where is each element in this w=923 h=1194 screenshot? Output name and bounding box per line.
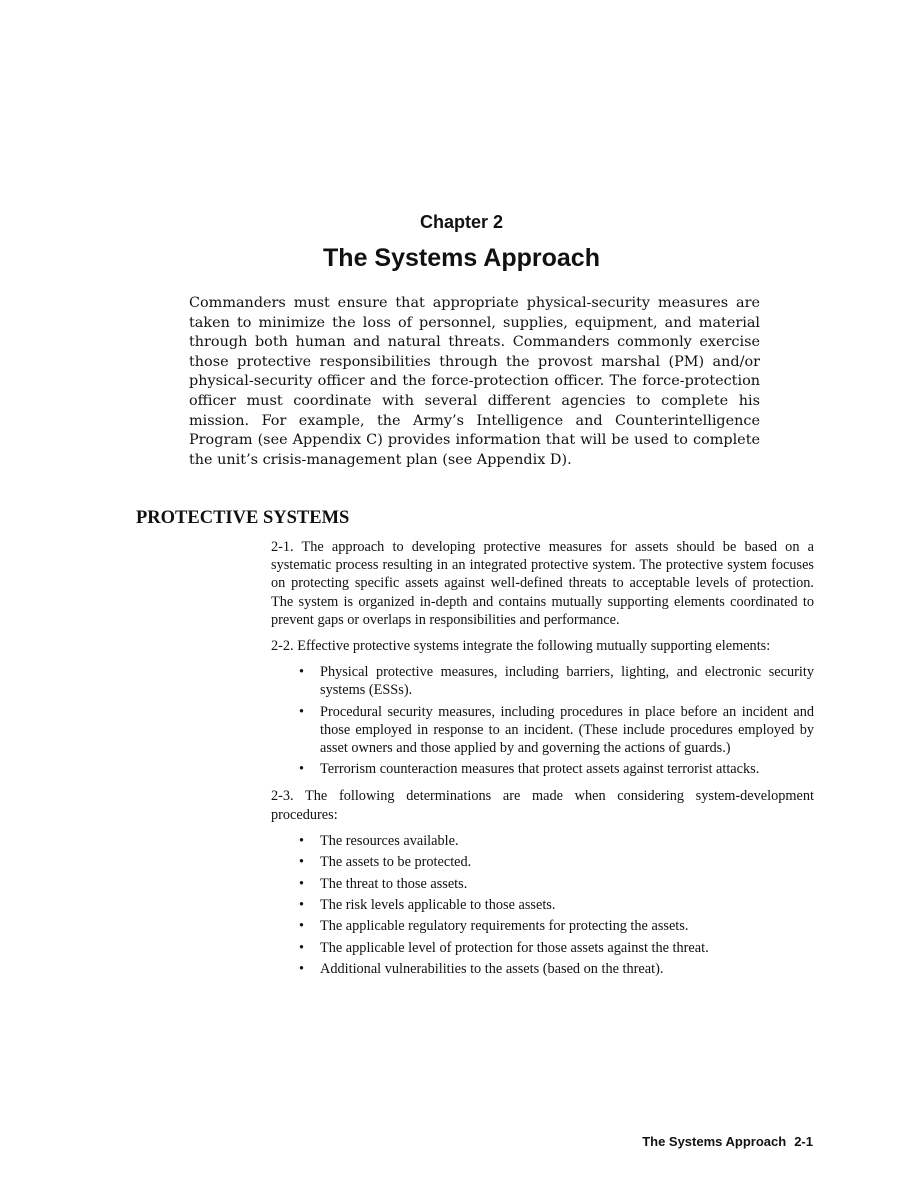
list-item: [271, 703, 814, 758]
bullet-icon: •: [299, 703, 305, 720]
footer-title: The Systems Approach: [642, 1134, 787, 1149]
bullet-icon: •: [299, 961, 305, 978]
list-item-text: The assets to be protected.: [320, 854, 472, 871]
page-number: 2-1: [794, 1134, 813, 1149]
bullet-icon: •: [299, 897, 305, 914]
bullet-icon: •: [299, 854, 305, 871]
list-item-text: Procedural security measures, including procedures in place before an incident and those employed in response to an incident. (These include procedures employed by asset owners and those applied by and governing the actions of guards.): [320, 703, 814, 757]
paragraph-2-2: 2-2. Effective protective systems integrate the following mutually supporting elements:: [271, 638, 771, 655]
list-item-text: Terrorism counteraction measures that protect assets against terrorist attacks.: [320, 761, 760, 778]
list-item: [271, 875, 814, 893]
list-item-text: The applicable regulatory requirements for protecting the assets.: [320, 918, 689, 935]
determinations-list: [271, 832, 814, 979]
chapter-title: The Systems Approach: [323, 244, 600, 272]
chapter-label: Chapter 2: [419, 212, 504, 232]
list-item: [271, 939, 814, 957]
list-item: [271, 853, 814, 871]
list-item-text: Additional vulnerabilities to the assets (based on the threat).: [320, 961, 664, 978]
bullet-icon: •: [299, 939, 305, 956]
list-item: [271, 663, 814, 699]
list-item: [271, 960, 814, 978]
bullet-icon: •: [299, 761, 305, 778]
list-item: [271, 832, 814, 850]
list-item-text: The resources available.: [320, 832, 459, 849]
list-item-text: The applicable level of protection for those assets against the threat.: [320, 939, 709, 956]
list-item-text: The risk levels applicable to those assets.: [320, 897, 556, 914]
bullet-icon: •: [299, 918, 305, 935]
list-item: [271, 917, 814, 935]
paragraph-2-1: 2-1. The approach to developing protective measures for assets should be based on a systematic process resulting in an integrated protective system. The protective system focuses on protecting specific assets against well-defined threats to acceptable levels of protection. The system is organized in-depth and contains mutually supporting elements coordinated to prevent gaps or overlaps in responsibilities and performance.: [271, 539, 814, 628]
list-item-text: Physical protective measures, including barriers, lighting, and electronic security systems (ESSs).: [320, 664, 814, 699]
list-item: [271, 896, 814, 914]
list-item: [271, 760, 814, 778]
page-footer: [642, 1134, 813, 1149]
bullet-icon: •: [299, 664, 305, 681]
paragraph-2-3: 2-3. The following determinations are made when considering system-development procedures:: [271, 788, 814, 823]
intro-paragraph: Commanders must ensure that appropriate physical-security measures are taken to minimize the loss of personnel, supplies, equipment, and material through both human and natural threats. Commanders commonly exercise those protective responsibilities through the provost marshal (PM) and/or physical-security officer and the force-protection officer. The force-protection officer must coordinate with several different agencies to complete his mission. For example, the Army’s Intelligence and Counterintelligence Program (see Appendix C) provides information that will be used to complete the unit’s crisis-management plan (see Appendix D).: [189, 295, 760, 468]
elements-list: [271, 663, 814, 778]
section-body: [271, 538, 814, 987]
bullet-icon: •: [299, 832, 305, 849]
section-heading: PROTECTIVE SYSTEMS: [136, 508, 350, 528]
list-item-text: The threat to those assets.: [320, 875, 468, 892]
bullet-icon: •: [299, 875, 305, 892]
